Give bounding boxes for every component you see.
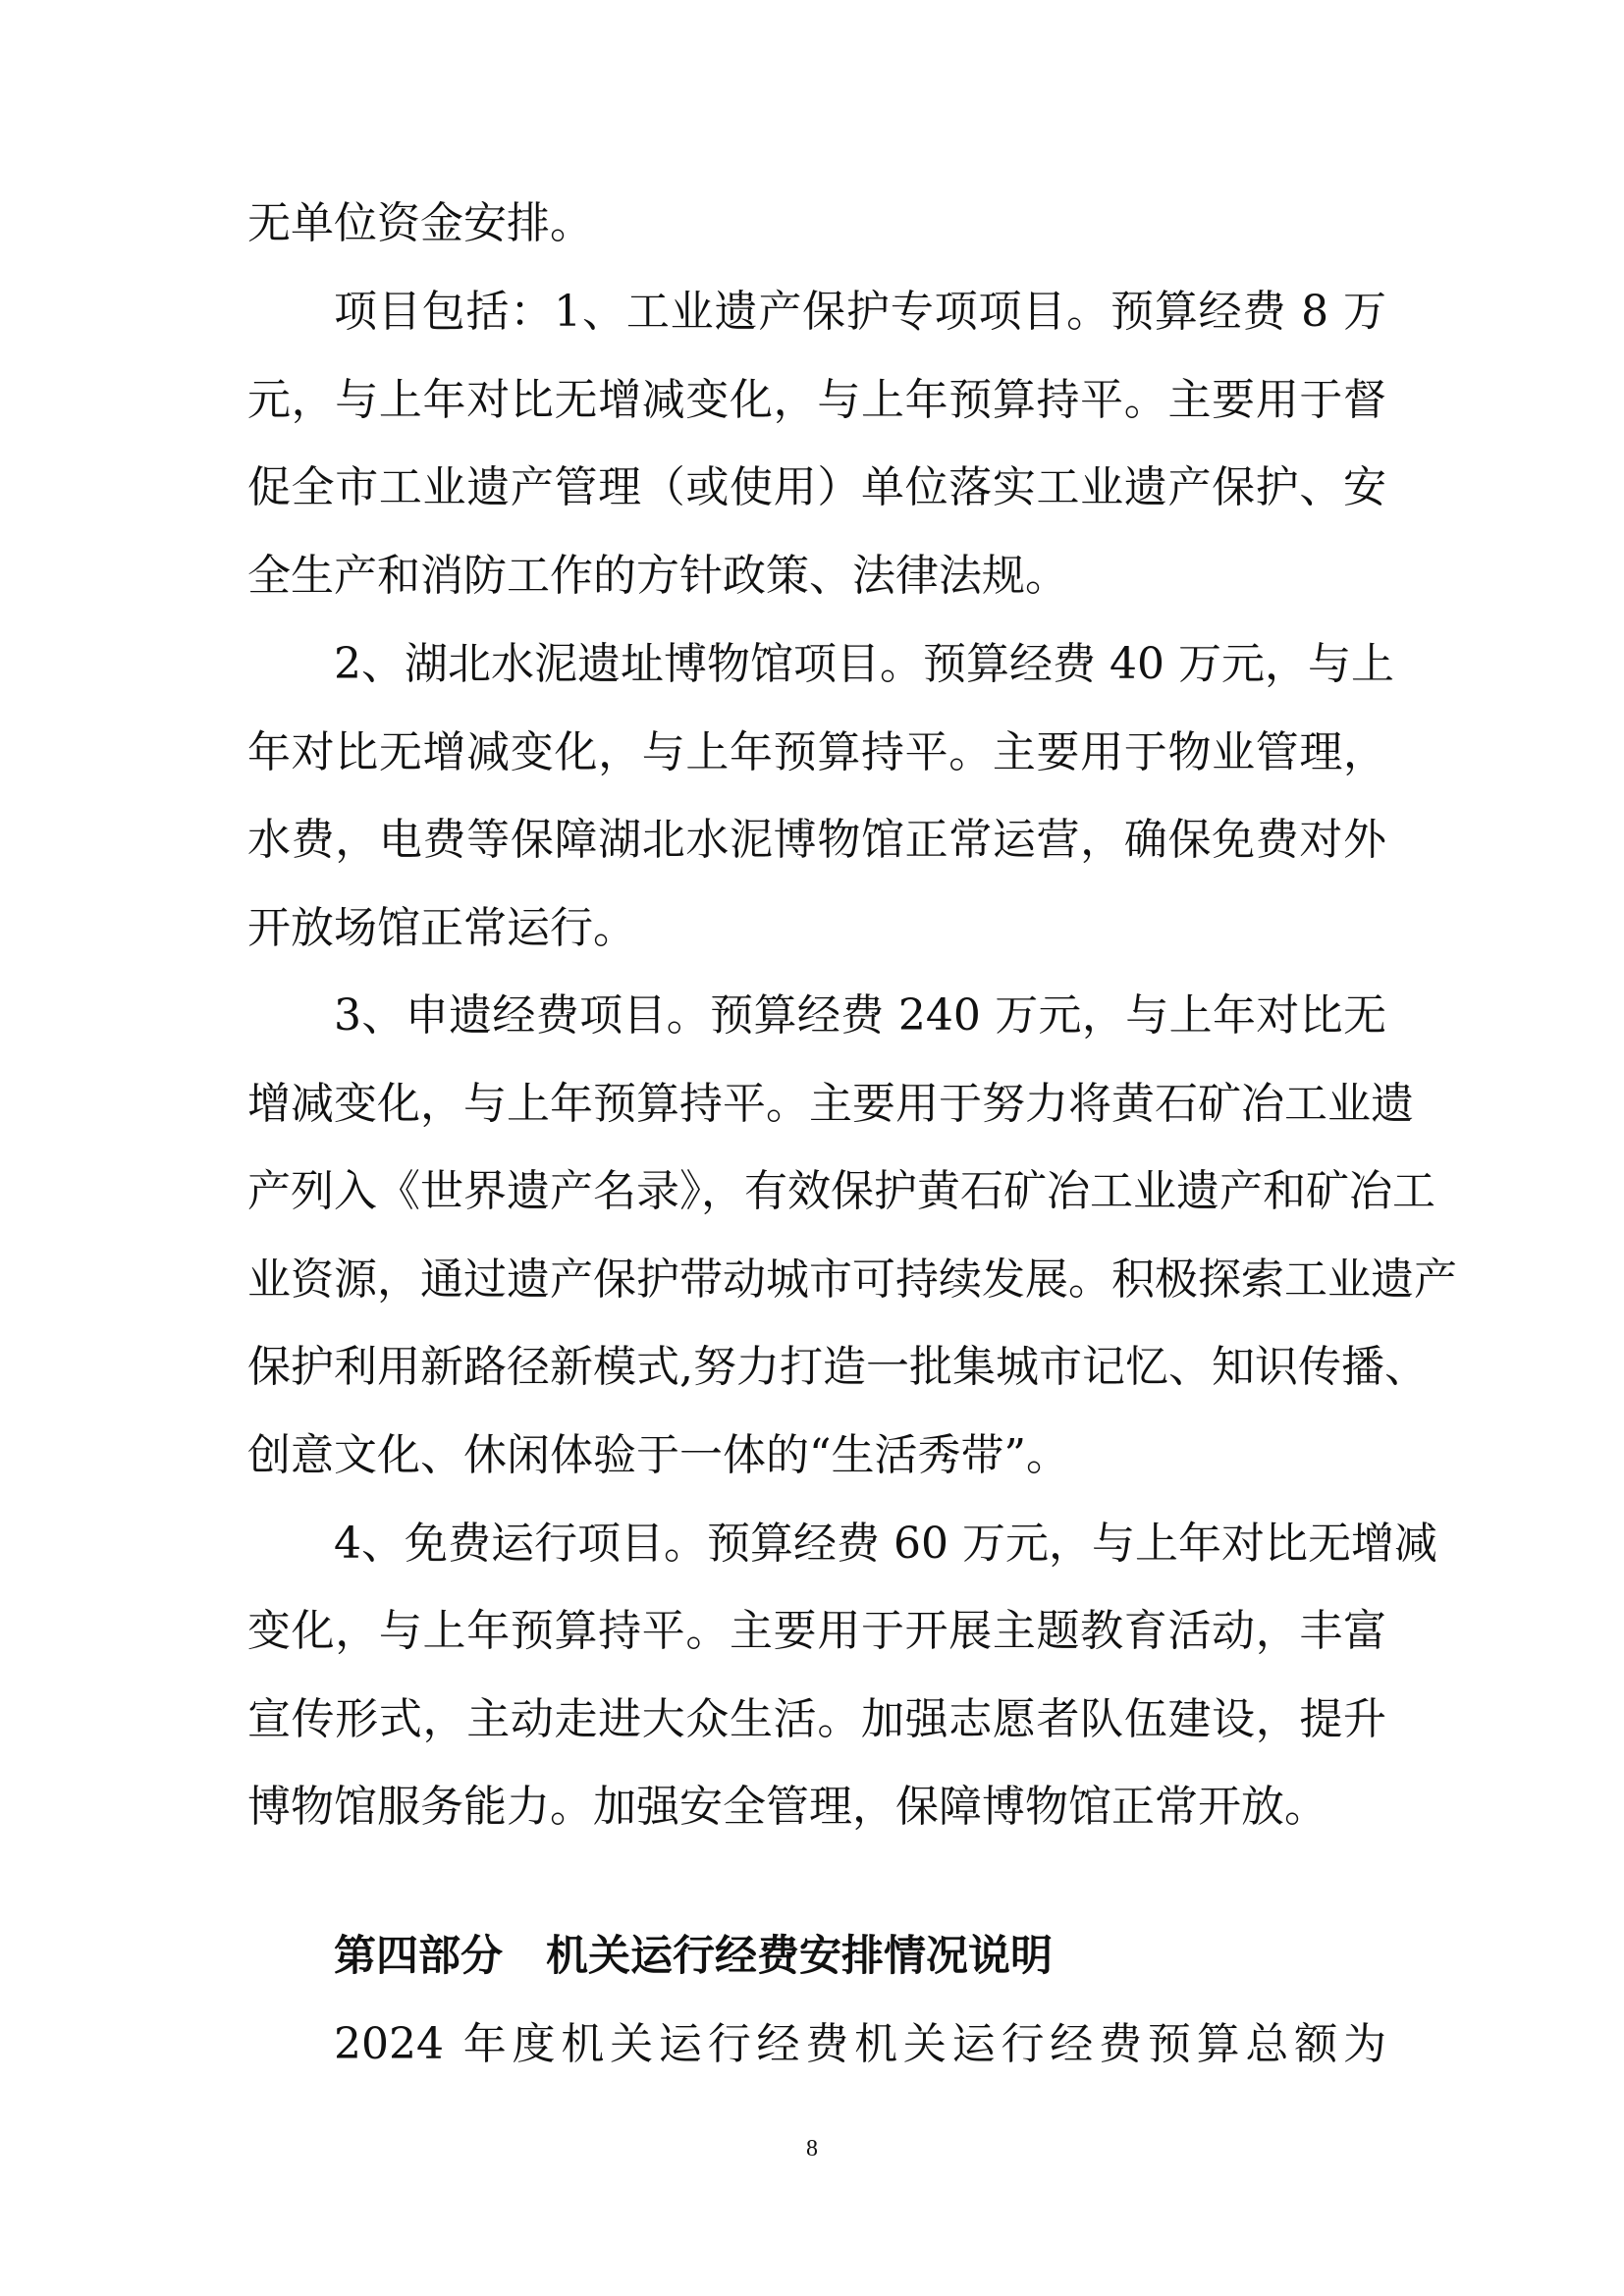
paragraph-line: 博物馆服务能力。加强安全管理，保障博物馆正常开放。 <box>247 1782 1327 1832</box>
section-heading-title: 机关运行经费安排情况说明 <box>546 1932 1053 1981</box>
section-heading-part: 第四部分 <box>334 1932 503 1981</box>
paragraph-line: 4、免费运行项目。预算经费 60 万元，与上年对比无增减 <box>334 1519 1437 1569</box>
paragraph-line: 水费，电费等保障湖北水泥博物馆正常运营，确保免费对外 <box>247 815 1386 865</box>
paragraph-line: 无单位资金安排。 <box>247 198 593 248</box>
paragraph-line: 2、湖北水泥遗址博物馆项目。预算经费 40 万元，与上 <box>334 639 1394 689</box>
paragraph-line: 项目包括：1、工业遗产保护专项项目。预算经费 8 万 <box>334 287 1386 337</box>
paragraph-line: 3、申遗经费项目。预算经费 240 万元，与上年对比无 <box>334 990 1386 1041</box>
paragraph-line: 产列入《世界遗产名录》，有效保护黄石矿冶工业遗产和矿冶工 <box>247 1166 1435 1216</box>
section-heading <box>334 1925 1386 1988</box>
page-number: 8 <box>806 2136 818 2162</box>
paragraph-line: 创意文化、休闲体验于一体的“生活秀带”。 <box>247 1430 1069 1480</box>
paragraph-line: 全生产和消防工作的方针政策、法律法规。 <box>247 551 1068 601</box>
paragraph-line: 促全市工业遗产管理（或使用）单位落实工业遗产保护、安 <box>247 462 1386 512</box>
paragraph-line: 变化，与上年预算持平。主要用于开展主题教育活动，丰富 <box>247 1606 1386 1656</box>
paragraph-line: 年对比无增减变化，与上年预算持平。主要用于物业管理， <box>247 727 1386 777</box>
paragraph-line: 开放场馆正常运行。 <box>247 903 636 953</box>
paragraph-line: 宣传形式，主动走进大众生活。加强志愿者队伍建设，提升 <box>247 1694 1386 1744</box>
paragraph-line: 2024 年度机关运行经费机关运行经费预算总额为 <box>334 2019 1386 2069</box>
paragraph-line: 增减变化，与上年预算持平。主要用于努力将黄石矿冶工业遗 <box>247 1079 1414 1129</box>
paragraph-line: 业资源，通过遗产保护带动城市可持续发展。积极探索工业遗产 <box>247 1255 1457 1305</box>
paragraph-line: 元，与上年对比无增减变化，与上年预算持平。主要用于督 <box>247 375 1386 425</box>
paragraph-line: 保护利用新路径新模式,努力打造一批集城市记忆、知识传播、 <box>247 1342 1428 1392</box>
